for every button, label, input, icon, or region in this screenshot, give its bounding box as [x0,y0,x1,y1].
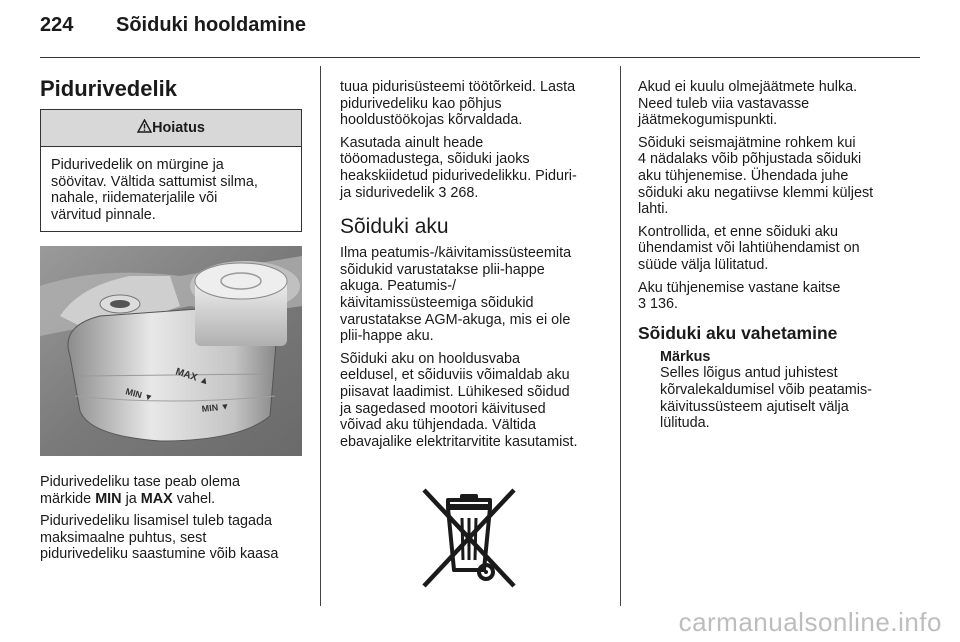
column-2 [340,79,615,456]
text-run: märkide [40,490,96,507]
text-line: Need tuleb viia vastavasse [638,95,810,112]
text-line: hooldustöökojas kõrvaldada. [340,112,523,129]
text-line: pidurivedeliku saastumine võib kaasa [40,546,279,563]
note-box [638,349,923,432]
warning-triangle-icon [137,119,152,133]
section-heading: Sõiduki aku [340,215,449,239]
warning-text [41,147,301,231]
column-3 [638,79,923,432]
text-line: Pidurivedeliku tase peab olema [40,474,240,490]
paragraph [340,135,615,201]
text-line: Akud ei kuulu olmejäätmete hulka. [638,79,858,95]
paragraph [638,280,923,313]
paragraph [638,135,923,218]
text-line: jäätmekogumispunkti. [638,112,778,129]
paragraph [40,474,315,507]
text-line: tööomadustega, sõiduki jaoks [340,151,530,168]
text-line[interactable]: ja sidurivedelik 3 268. [340,184,479,201]
text-line: Sõiduki seismajätmine rohkem kui [638,134,856,151]
column-1 [40,76,310,102]
text-line: sõidukid varustatakse plii-happe [340,261,545,278]
text-run: ja [121,490,141,507]
paragraph [638,224,923,274]
text-line: tuua pidurisüsteemi töötõrkeid. Lasta [340,79,576,95]
text-line: Ilma peatumis-/käivitamissüsteemita [340,245,572,262]
max-mark: MAX [140,490,173,507]
text-line: kõrvalekaldumisel võib peatamis- [660,381,872,398]
warning-label: Hoiatus [152,120,205,136]
section-heading: Sõiduki aku vahetamine [638,322,838,343]
text-line: akuga. Peatumis-/ [340,278,456,295]
text-line: Kasutada ainult heade [340,134,484,151]
paragraph [340,245,615,345]
text-line: lülituda. [660,415,710,432]
section-title: Sõiduki hooldamine [116,14,307,36]
text-line: käivitamissüsteemiga sõidukid [340,294,534,311]
text-line: ebavajalike elektritarvitite kasutamist. [340,433,578,450]
text-line: pidurivedeliku kao põhjus [340,95,502,112]
column-divider [620,66,621,606]
note-title: Märkus [660,348,711,365]
text-line: Pidurivedelik on mürgine ja [51,157,224,173]
watermark: carmanualsonline.info [678,607,942,637]
text-line: sõiduki aku negatiivse klemmi küljest [638,184,874,201]
page-title: Pidurivedelik [40,76,177,101]
text-line: värvitud pinnale. [51,206,156,223]
text-line: võivad aku tühjendada. Vältida [340,417,537,434]
min-label-left: MIN ▼ [124,386,155,404]
text-line: Selles lõigus antud juhistest [660,365,838,382]
text-line: ühendamist või lahtiühendamist on [638,240,860,257]
text-line: Kontrollida, et enne sõiduki aku [638,223,839,240]
text-line: nahale, riidematerjalile või [51,190,218,207]
text-line: lahti. [638,201,669,218]
header-rule [40,57,920,58]
text-line: varustatakse AGM-akuga, mis ei ole [340,311,571,328]
text-line: söövitav. Vältida sattumist silma, [51,173,258,190]
text-line: piisavat laadimist. Lühikesed sõidud [340,383,570,400]
page-number: 224 [40,14,74,36]
text-line: süüde välja lülitatud. [638,256,769,273]
text-line: Aku tühjenemise vastane kaitse [638,279,841,296]
paragraph [40,513,315,563]
min-label-right: MIN ▼ [201,401,230,414]
text-line: Sõiduki aku on hooldusvaba [340,350,521,367]
column-divider [320,66,321,606]
text-line: Pidurivedeliku lisamisel tuleb tagada [40,513,272,530]
text-line: maksimaalne puhtus, sest [40,529,207,546]
warning-header [41,110,301,147]
paragraph [340,79,615,129]
text-line: eeldusel, et sõiduviis võimaldab aku [340,367,570,384]
page-header [40,14,306,37]
text-run: vahel. [172,490,216,507]
warning-box [40,109,302,232]
brake-fluid-reservoir-photo [40,246,302,456]
text-line: 4 nädalaks võib põhjustada sõiduki [638,151,862,168]
cross-reference-link[interactable]: 3 136. [638,296,679,313]
max-label: MAX ▲ [174,366,211,388]
text-line: heakskiidetud pidurivedelikku. Piduri- [340,167,577,184]
paragraph [638,79,923,129]
text-line: ja sagedased mootori käivitused [340,400,546,417]
column-1-lower [40,474,315,569]
crossed-out-wheelie-bin-icon [414,486,524,596]
text-line: käivitussüsteem ajutiselt välja [660,398,849,415]
min-mark: MIN [95,490,122,507]
text-line: aku tühjenemise. Ühendada juhe [638,167,849,184]
paragraph [340,351,615,451]
text-line: plii-happe aku. [340,328,434,345]
